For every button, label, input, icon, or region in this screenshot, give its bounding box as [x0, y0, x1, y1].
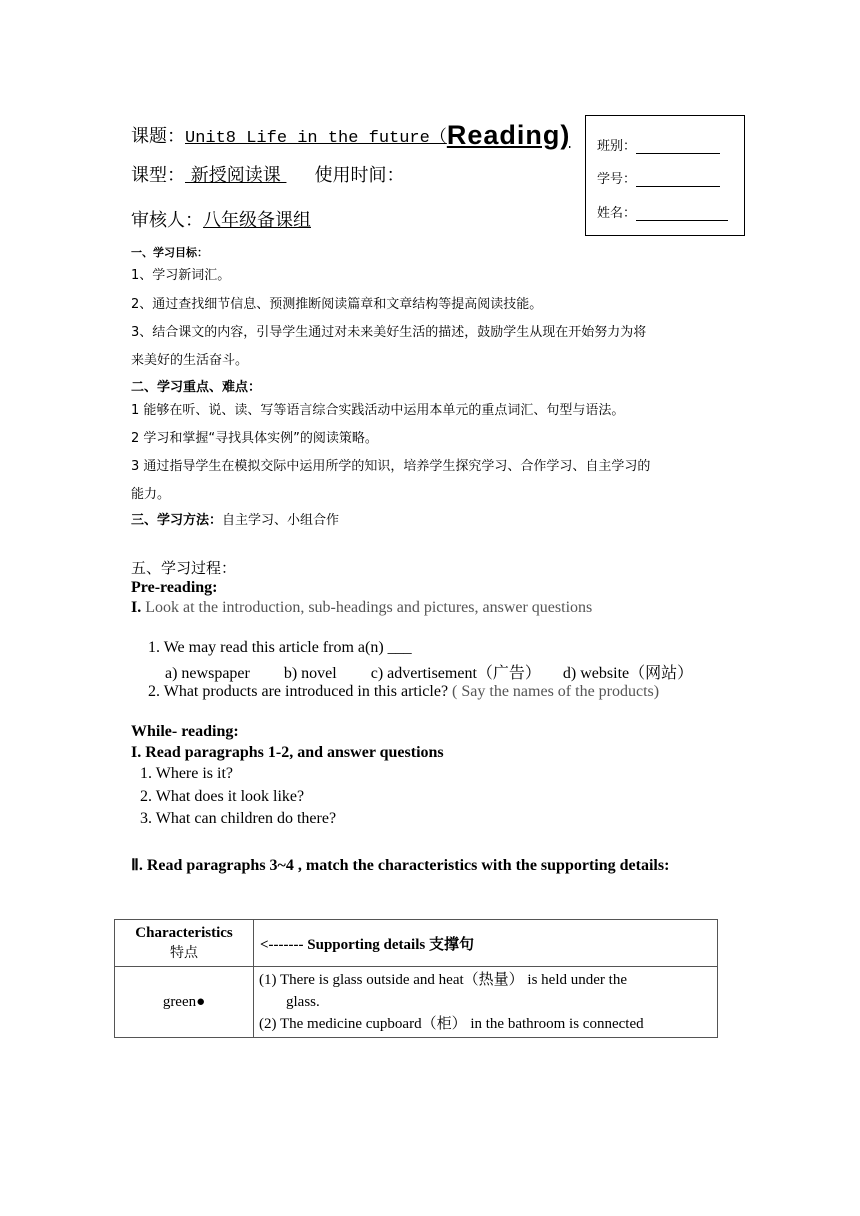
reviewer-label: 审核人： — [131, 210, 203, 231]
type-value: 新授阅读课 — [185, 165, 287, 186]
keypoints-heading: 二、学习重点、难点： — [131, 380, 262, 395]
objective-item: 3、结合课文的内容，引导学生通过对未来美好生活的描述，鼓励学生从现在开始努力为将 — [131, 325, 647, 340]
option-b: b) novel — [283, 665, 337, 682]
while-question: 2. What does it look like? — [140, 788, 305, 805]
header-supporting-details: <------- Supporting details 支撑句 — [254, 920, 718, 967]
objectives-heading: 一、学习目标： — [131, 246, 208, 259]
student-number-field[interactable] — [597, 168, 720, 187]
keypoint-item: 能力。 — [131, 487, 171, 502]
reviewer-value: 八年级备课组 — [203, 210, 311, 231]
while-question: 1. Where is it? — [140, 765, 234, 782]
table-row — [115, 967, 718, 1038]
while-reading-heading: While- reading: — [131, 723, 239, 740]
keypoint-item: 3 通过指导学生在模拟交际中运用所学的知识，培养学生探究学习、合作学习、自主学习的 — [131, 459, 651, 474]
time-label: 使用时间： — [314, 165, 405, 186]
details-cell — [254, 967, 718, 1038]
question-2 — [148, 683, 659, 701]
detail-line: (1) There is glass outside and heat（热量） is held under the — [259, 972, 627, 988]
number-label: 学号： — [597, 172, 637, 187]
objective-item: 来美好的生活奋斗。 — [131, 353, 249, 368]
option-a: a) newspaper — [165, 665, 250, 682]
question-1-options — [165, 660, 693, 683]
student-info-box — [585, 115, 745, 236]
topic-label: 课题： — [131, 126, 185, 147]
characteristics-table — [114, 919, 718, 1038]
objective-item: 1、学习新词汇。 — [131, 268, 231, 283]
detail-line: (2) The medicine cupboard（柜） in the bathroom is connected — [259, 1016, 644, 1032]
methods-line — [131, 512, 339, 530]
name-label: 姓名： — [597, 206, 637, 221]
while-reading-task-1: I. Read paragraphs 1-2, and answer questions — [131, 744, 444, 761]
option-d: d) website（网站） — [562, 665, 694, 682]
characteristic-green: green● — [162, 993, 206, 1010]
table-header-row — [115, 920, 718, 967]
keypoint-item: 1 能够在听、说、读、写等语言综合实践活动中运用本单元的重点词汇、句型与语法。 — [131, 403, 625, 418]
while-reading-task-2: Ⅱ. Read paragraphs 3~4 , match the characteristics with the supporting details: — [131, 857, 670, 874]
objective-item: 2、通过查找细节信息、预测推断阅读篇章和文章结构等提高阅读技能。 — [131, 297, 543, 312]
pre-task-text: Look at the introduction, sub-headings and pictures, answer questions — [141, 599, 593, 616]
topic-line — [131, 118, 570, 149]
topic-value: Unit8 Life in the future（ — [185, 129, 447, 148]
question-1: 1. We may read this article from a(n) ___ — [148, 639, 412, 656]
process-heading: 五、学习过程： — [131, 559, 237, 577]
header-characteristics-en: Characteristics — [135, 925, 233, 941]
pre-reading-task — [131, 599, 592, 617]
type-line — [131, 161, 404, 187]
question-2-hint: ( Say the names of the products) — [448, 683, 660, 700]
keypoint-item: 2 学习和掌握“寻找具体实例”的阅读策略。 — [131, 431, 378, 446]
type-label: 课型： — [131, 165, 185, 186]
topic-reading: Reading) — [446, 120, 571, 150]
pre-reading-heading: Pre-reading: — [131, 579, 218, 596]
question-2-text: 2. What products are introduced in this article? — [148, 683, 449, 700]
pre-task-number: I. — [131, 599, 142, 616]
class-label: 班别： — [597, 139, 637, 154]
name-field[interactable] — [597, 202, 728, 221]
reviewer-line — [131, 206, 311, 232]
header-characteristics — [115, 920, 254, 967]
detail-line: glass. — [286, 994, 320, 1010]
class-field[interactable] — [597, 135, 720, 154]
header-characteristics-cn: 特点 — [170, 945, 198, 961]
while-question: 3. What can children do there? — [140, 810, 337, 827]
option-c: c) advertisement（广告） — [370, 665, 541, 682]
methods-value: 自主学习、小组合作 — [222, 513, 340, 528]
methods-heading: 三、学习方法： — [131, 513, 223, 528]
characteristic-cell — [115, 967, 254, 1038]
